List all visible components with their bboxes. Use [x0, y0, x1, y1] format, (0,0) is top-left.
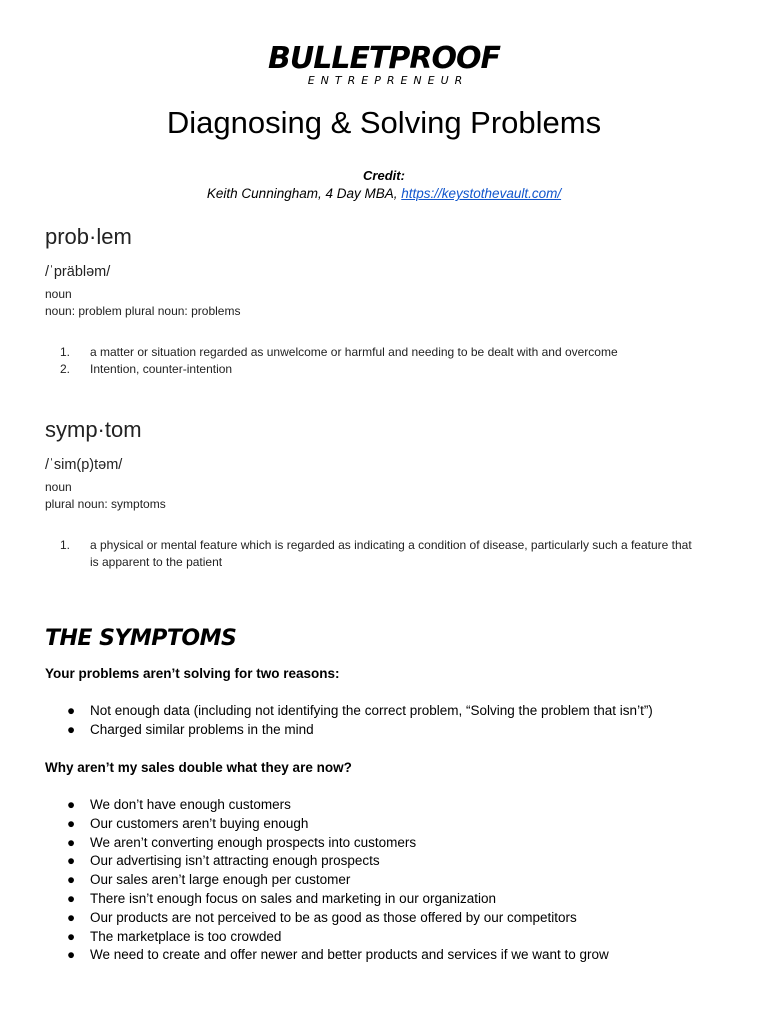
list-item: ● Our sales aren’t large enough per customer — [67, 872, 351, 888]
credit-label: Credit: — [363, 168, 405, 183]
question-heading: Your problems aren’t solving for two reasons: — [45, 666, 340, 681]
question-heading: Why aren’t my sales double what they are now? — [45, 760, 352, 775]
credit-link[interactable]: https://keystothevault.com/ — [401, 186, 562, 201]
definition-text: a matter or situation regarded as unwelcome or harmful and needing to be dealt with and overcome — [90, 345, 618, 359]
credit-line — [0, 186, 768, 201]
symptom-part-of-speech: noun — [45, 480, 72, 494]
document-title: Diagnosing & Solving Problems — [166, 105, 602, 140]
list-item: ● Charged similar problems in the mind — [67, 721, 314, 737]
problem-pronunciation: /ˈpräbləm/ — [45, 264, 111, 280]
list-item: ● We aren’t converting enough prospects into customers — [67, 834, 417, 850]
reasons-list — [45, 702, 745, 740]
list-item: ● There isn’t enough focus on sales and marketing in our organization — [67, 890, 496, 906]
symptom-term: symp·tom — [45, 417, 142, 442]
problem-part-of-speech: noun — [45, 287, 72, 301]
definition-text: a physical or mental feature which is regarded as indicating a condition of disease, particularly such a feature that — [90, 538, 692, 552]
logo-tagline: ENTREPRENEUR — [307, 74, 469, 87]
list-item: 2. Intention, counter-intention — [45, 361, 735, 378]
list-item — [45, 554, 735, 571]
list-item: ● We don’t have enough customers — [67, 797, 291, 812]
problem-term: prob·lem — [45, 224, 132, 249]
symptom-pronunciation: /ˈsim(p)təm/ — [45, 457, 123, 473]
problem-definitions — [45, 344, 735, 378]
symptom-definitions — [45, 537, 735, 571]
list-item: ● Our products are not perceived to be as good as those offered by our competitors — [67, 909, 577, 925]
brand-logo — [0, 41, 768, 87]
logo-wordmark: BULLETPROOF — [267, 41, 500, 76]
credit-text: Keith Cunningham, 4 Day MBA, — [206, 186, 402, 201]
symptom-forms: plural noun: symptoms — [45, 497, 166, 511]
definition-text: is apparent to the patient — [90, 555, 223, 569]
list-item: ● The marketplace is too crowded — [67, 928, 282, 944]
problem-forms: noun: problem plural noun: problems — [45, 304, 241, 318]
list-item: ● Our advertising isn’t attracting enough prospects — [67, 853, 380, 869]
list-item: 1. a physical or mental feature which is regarded as indicating a condition of disease, particularly such a feature that — [45, 537, 735, 554]
list-item: ● Our customers aren’t buying enough — [67, 815, 309, 831]
answers-list — [45, 796, 745, 965]
list-item: ● We need to create and offer newer and better products and services if we want to grow — [67, 947, 609, 963]
section-heading: THE SYMPTOMS — [45, 626, 237, 651]
list-item: ● Not enough data (including not identifying the correct problem, “Solving the problem that isn’t”) — [67, 703, 653, 718]
list-item: 1. a matter or situation regarded as unwelcome or harmful and needing to be dealt with and overcome — [45, 344, 735, 361]
definition-text: Intention, counter-intention — [90, 362, 233, 376]
